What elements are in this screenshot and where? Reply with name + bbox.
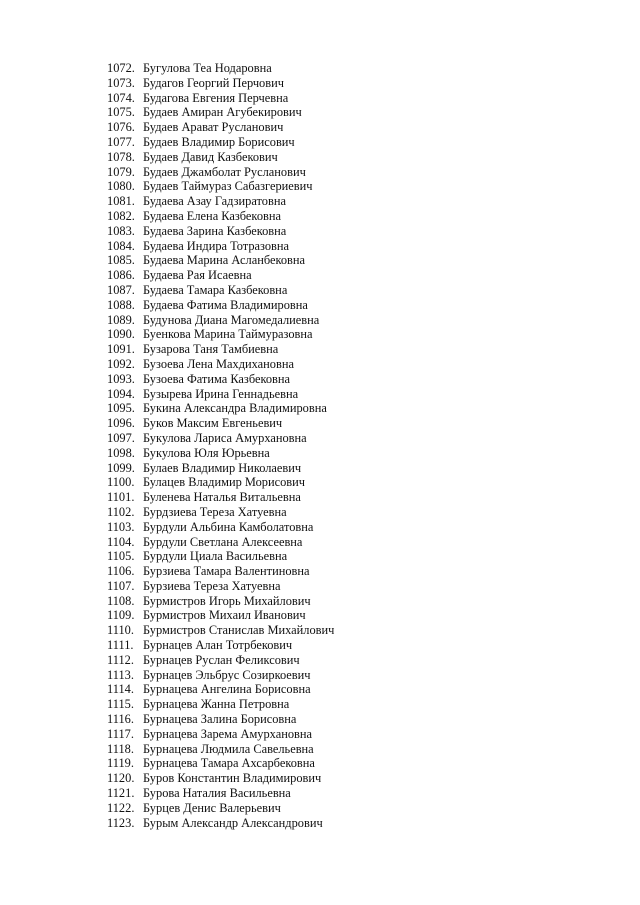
entry-name: Будаев Давид Казбекович [143, 149, 278, 164]
list-item [107, 401, 334, 416]
entry-number: 1081. [107, 194, 135, 209]
entry-name: Буров Константин Владимирович [143, 771, 322, 786]
entry-number: 1103. [107, 519, 135, 534]
entry-name: Будаева Елена Казбековна [143, 208, 281, 223]
list-item [107, 61, 334, 76]
entry-number: 1094. [107, 386, 135, 401]
entry-number: 1082. [107, 208, 135, 223]
entry-number: 1099. [107, 460, 135, 475]
list-item [107, 505, 334, 520]
entry-number: 1095. [107, 401, 135, 416]
entry-name: Букулова Лариса Амурхановна [143, 430, 307, 445]
entry-name: Будаева Индира Тотразовна [143, 238, 290, 253]
entry-name: Бузоева Лена Махдихановна [143, 356, 294, 371]
list-item [107, 682, 334, 697]
entry-number: 1076. [107, 120, 135, 135]
entry-number: 1087. [107, 282, 135, 297]
list-item [107, 668, 334, 683]
entry-name: Будаев Арават Русланович [143, 120, 284, 135]
entry-name: Бурдули Циала Васильевна [143, 549, 288, 564]
entry-number: 1117. [107, 726, 134, 741]
entry-name: Бузарова Таня Тамбиевна [143, 342, 279, 357]
entry-number: 1114. [107, 682, 134, 697]
list-item [107, 697, 334, 712]
entry-number: 1122. [107, 800, 135, 815]
entry-name: Бурзиева Тамара Валентиновна [143, 564, 310, 579]
entry-name: Бурнацева Зарема Амурхановна [143, 726, 313, 741]
list-item [107, 446, 334, 461]
list-item [107, 638, 334, 653]
entry-number: 1116. [107, 712, 134, 727]
list-item [107, 461, 334, 476]
list-item [107, 135, 334, 150]
list-item [107, 120, 334, 135]
list-item [107, 253, 334, 268]
list-item [107, 756, 334, 771]
entry-name: Будаева Фатима Владимировна [143, 297, 308, 312]
list-item [107, 786, 334, 801]
entry-name: Бурнацев Эльбрус Созиркоевич [143, 667, 311, 682]
entry-number: 1109. [107, 608, 135, 623]
list-item [107, 579, 334, 594]
list-item [107, 150, 334, 165]
list-item [107, 179, 334, 194]
entry-name: Бурзиева Тереза Хатуевна [143, 578, 281, 593]
entry-number: 1111. [107, 638, 134, 653]
list-item [107, 520, 334, 535]
list-item [107, 816, 334, 831]
entry-name: Бугулова Теа Нодаровна [143, 61, 272, 75]
entry-name: Будаева Марина Асланбековна [143, 253, 306, 268]
entry-number: 1093. [107, 371, 135, 386]
list-item [107, 327, 334, 342]
entry-number: 1074. [107, 90, 135, 105]
entry-number: 1079. [107, 164, 135, 179]
entry-name: Будагов Георгий Перчович [143, 75, 284, 90]
entry-number: 1102. [107, 504, 135, 519]
entry-name: Бурмистров Станислав Михайлович [143, 623, 335, 638]
entry-name: Будаев Джамболат Русланович [143, 164, 306, 179]
list-item [107, 535, 334, 550]
list-item [107, 564, 334, 579]
entry-number: 1107. [107, 578, 135, 593]
list-item [107, 76, 334, 91]
entry-name: Будаева Зарина Казбековна [143, 223, 287, 238]
entry-number: 1100. [107, 475, 135, 490]
entry-number: 1090. [107, 327, 135, 342]
entry-number: 1091. [107, 342, 135, 357]
entry-name: Будаев Амиран Агубекирович [143, 105, 302, 120]
entry-name: Буленева Наталья Витальевна [143, 490, 301, 505]
entry-name: Бурнацев Алан Тотрбекович [143, 638, 293, 653]
entry-number: 1072. [107, 61, 135, 75]
list-item [107, 298, 334, 313]
list-item [107, 727, 334, 742]
entry-number: 1086. [107, 268, 135, 283]
entry-name: Бурнацев Руслан Феликсович [143, 652, 300, 667]
list-item [107, 594, 334, 609]
entry-number: 1123. [107, 815, 135, 830]
entry-number: 1112. [107, 652, 134, 667]
entry-number: 1120. [107, 771, 135, 786]
list-item [107, 475, 334, 490]
entry-name: Булаев Владимир Николаевич [143, 460, 302, 475]
list-item [107, 165, 334, 180]
list-item [107, 490, 334, 505]
entry-name: Будаева Рая Исаевна [143, 268, 252, 283]
list-item [107, 712, 334, 727]
entry-name: Бурнацева Жанна Петровна [143, 697, 290, 712]
entry-number: 1078. [107, 149, 135, 164]
entry-name: Бурмистров Игорь Михайлович [143, 593, 311, 608]
entry-number: 1098. [107, 445, 135, 460]
entry-name: Будаев Владимир Борисович [143, 134, 295, 149]
list-item [107, 313, 334, 328]
entry-number: 1088. [107, 297, 135, 312]
entry-number: 1083. [107, 223, 135, 238]
entry-number: 1121. [107, 786, 135, 801]
entry-number: 1104. [107, 534, 135, 549]
entry-name: Бурнацева Людмила Савельевна [143, 741, 314, 756]
entry-name: Бурдзиева Тереза Хатуевна [143, 504, 287, 519]
list-item [107, 387, 334, 402]
entry-number: 1115. [107, 697, 134, 712]
entry-number: 1113. [107, 667, 134, 682]
list-item [107, 549, 334, 564]
list-item [107, 608, 334, 623]
entry-name: Бузырева Ирина Геннадьевна [143, 386, 299, 401]
entry-name: Будаева Тамара Казбековна [143, 282, 288, 297]
list-item [107, 771, 334, 786]
list-item [107, 742, 334, 757]
entry-name: Будаева Азау Гадзиратовна [143, 194, 286, 209]
entry-name: Будунова Диана Магомедалиевна [143, 312, 320, 327]
entry-number: 1075. [107, 105, 135, 120]
list-item [107, 801, 334, 816]
entry-name: Бузоева Фатима Казбековна [143, 371, 291, 386]
entry-name: Бурмистров Михаил Иванович [143, 608, 306, 623]
entry-name: Бурнацева Тамара Ахсарбековна [143, 756, 315, 771]
entry-name: Бурдули Светлана Алексеевна [143, 534, 303, 549]
list-item [107, 623, 334, 638]
entry-number: 1080. [107, 179, 135, 194]
entry-name: Будаев Таймураз Сабазгериевич [143, 179, 313, 194]
list-item [107, 194, 334, 209]
list-item [107, 653, 334, 668]
list-item [107, 209, 334, 224]
entry-number: 1092. [107, 356, 135, 371]
entry-name: Булацев Владимир Морисович [143, 475, 306, 490]
entry-name: Букина Александра Владимировна [143, 401, 327, 416]
entry-number: 1106. [107, 564, 135, 579]
name-list [107, 61, 334, 830]
list-item [107, 342, 334, 357]
entry-name: Букулова Юля Юрьевна [143, 445, 270, 460]
list-item [107, 372, 334, 387]
list-item [107, 224, 334, 239]
entry-name: Бурдули Альбина Камболатовна [143, 519, 314, 534]
list-item [107, 416, 334, 431]
entry-number: 1077. [107, 134, 135, 149]
list-item [107, 283, 334, 298]
list-item [107, 431, 334, 446]
entry-name: Будагова Евгения Перчевна [143, 90, 289, 105]
list-item [107, 105, 334, 120]
entry-name: Бурым Александр Александрович [143, 815, 323, 830]
entry-name: Бурнацева Залина Борисовна [143, 712, 297, 727]
entry-name: Бурцев Денис Валерьевич [143, 800, 281, 815]
entry-name: Буков Максим Евгеньевич [143, 416, 283, 431]
entry-number: 1105. [107, 549, 135, 564]
entry-number: 1089. [107, 312, 135, 327]
list-item [107, 268, 334, 283]
entry-number: 1084. [107, 238, 135, 253]
entry-number: 1073. [107, 75, 135, 90]
list-item [107, 91, 334, 106]
entry-number: 1097. [107, 430, 135, 445]
entry-number: 1119. [107, 756, 134, 771]
list-item [107, 357, 334, 372]
entry-name: Буенкова Марина Таймуразовна [143, 327, 313, 342]
entry-name: Бурова Наталия Васильевна [143, 786, 291, 801]
entry-number: 1085. [107, 253, 135, 268]
entry-number: 1101. [107, 490, 135, 505]
entry-number: 1110. [107, 623, 134, 638]
list-item [107, 239, 334, 254]
entry-number: 1118. [107, 741, 134, 756]
entry-number: 1108. [107, 593, 135, 608]
entry-name: Бурнацева Ангелина Борисовна [143, 682, 311, 697]
entry-number: 1096. [107, 416, 135, 431]
